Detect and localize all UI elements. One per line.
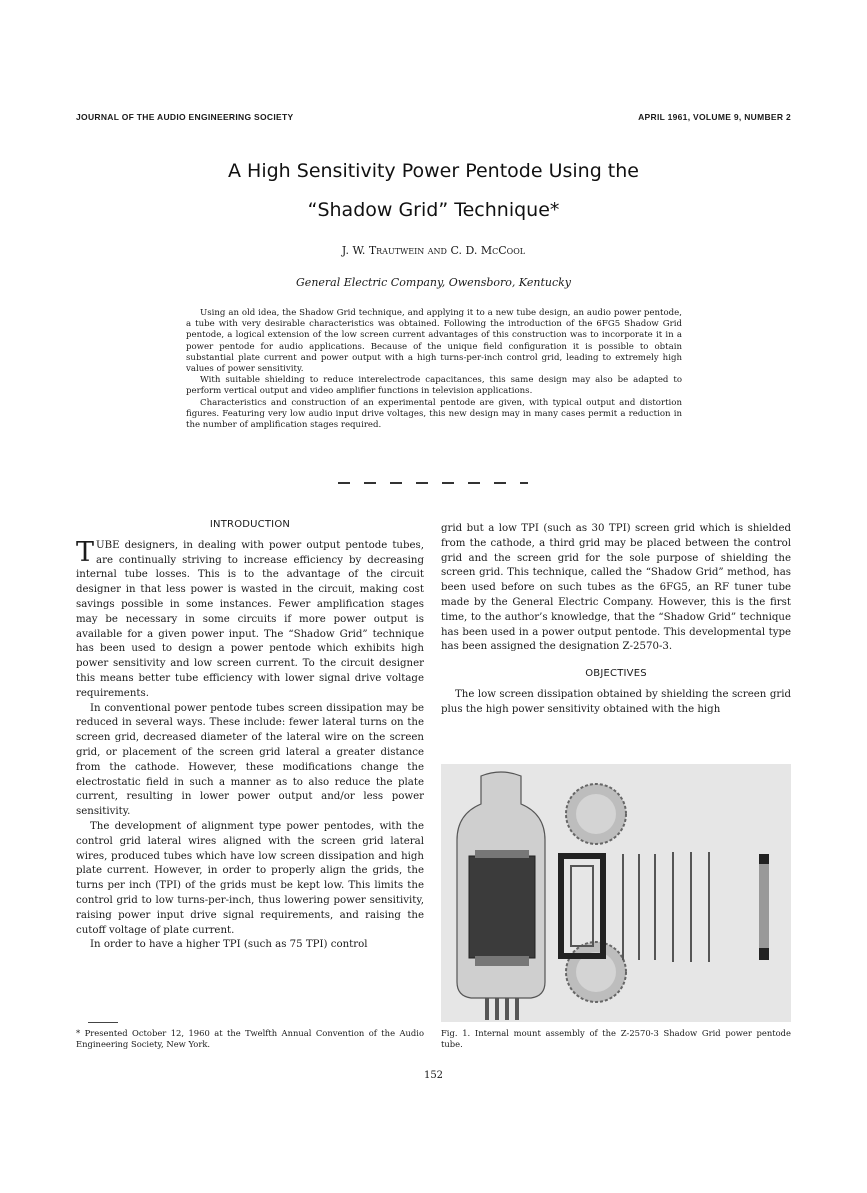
grid-rods <box>623 852 709 962</box>
page-title-line-1: A High Sensitivity Power Pentode Using the <box>228 160 639 182</box>
figure-caption: Fig. 1. Internal mount assembly of the Z-2570-3 Shadow Grid power pentode tube. <box>441 1028 791 1049</box>
footnote-rule <box>88 1022 118 1023</box>
introduction-heading: INTRODUCTION <box>209 519 291 530</box>
tube-assembly-photo <box>441 764 791 1022</box>
abstract-paragraph: With suitable shielding to reduce interelectrode capacitances, this same design may also be adapted to perform vertical output and video amplifier functions in television applications. <box>186 375 682 397</box>
body-paragraph: The low screen dissipation obtained by shielding the screen grid plus the high power sensitivity obtained with the high <box>441 688 791 715</box>
drop-cap: T <box>76 536 95 568</box>
abstract-paragraph: Characteristics and construction of an experimental pentode are given, with typical output and distortion figures. Featuring very low audio input drive voltages, this new design may in many cases permit a reduction in the number of amplification stages required. <box>186 397 682 431</box>
issue-header: APRIL 1961, VOLUME 9, NUMBER 2 <box>638 112 791 122</box>
abstract <box>186 308 682 431</box>
mica-disc-bottom <box>566 942 626 1002</box>
objectives-heading: OBJECTIVES <box>585 668 647 680</box>
affiliation: General Electric Company, Owensboro, Kentucky <box>296 276 571 289</box>
abstract-paragraph: Using an old idea, the Shadow Grid technique, and applying it to a new tube design, an audio power pentode, a tube with very desirable characteristics was obtained. Following the introduction of the 6FG5 Shadow Grid pentode, a logical extension of the low screen current advantages of this construction was to incorporate it in a power pentode for audio applications. Because of the unique field configuration it is possible to obtain substantial plate current and power output with a high turns-per-inch control grid, leading to extremely high values of power sensitivity. <box>186 308 682 375</box>
body-paragraph: TUBE designers, in dealing with power output pentode tubes, are continually striving to increase efficiency by decreasing internal tube losses. This is to the advantage of the circuit designer in that less power is wasted in the circuit, making cost savings possible in some instances. Fewer amplification stages may be necessary in some circuits if more power output is available for a given power input. The “Shadow Grid” technique has been used to design a power pentode which exhibits high power sensitivity and low screen current. To the circuit designer this means better tube efficiency with lower signal drive voltage requirements. <box>76 536 424 699</box>
cathode <box>759 854 769 960</box>
footnote: * Presented October 12, 1960 at the Twelfth Annual Convention of the Audio Engineering Society, New York. <box>76 1028 424 1049</box>
journal-header: JOURNAL OF THE AUDIO ENGINEERING SOCIETY <box>76 112 294 122</box>
mica-disc-top <box>566 784 626 844</box>
body-paragraph: grid but a low TPI (such as 30 TPI) screen grid which is shielded from the cathode, a third grid may be placed between the control grid and the screen grid for the sole purpose of shielding the screen grid. This technique, called the “Shadow Grid” method, has been used before on such tubes as the 6FG5, an RF tuner tube made by the General Electric Company. However, this is the first time, to the author’s knowledge, that the “Shadow Grid” technique has been used in a power output pentode. This developmental type has been assigned the designation Z-2570-3. <box>441 523 791 653</box>
page-number: 152 <box>423 1070 444 1081</box>
authors: J. W. Trautwein and C. D. McCool <box>341 244 526 257</box>
section-divider <box>338 482 528 484</box>
plate-frame <box>561 856 603 956</box>
glass-tube-drawing <box>457 772 545 1020</box>
body-paragraph: In conventional power pentode tubes screen dissipation may be reduced in several ways. These include: fewer lateral turns on the screen grid, decreased diameter of the lateral wire on the screen grid, or placement of the screen grid lateral a greater distance from the cathode. However, these modifications change the electrostatic field in such a manner as to also reduce the plate current, resulting in lower power output and/or less power sensitivity. <box>76 702 424 818</box>
left-column <box>76 518 424 953</box>
body-paragraph: The development of alignment type power pentodes, with the control grid lateral wires aligned with the screen grid lateral wires, produced tubes which have low screen dissipation and high plate current. However, in order to properly align the grids, the turns per inch (TPI) of the grids must be kept low. This limits the control grid to low turns-per-inch, thus lowering power sensitivity, raising power input drive signal requirements, and raising the cutoff voltage of plate current. <box>76 820 424 936</box>
figure-photo <box>441 764 791 1022</box>
page-title-line-2: “Shadow Grid” Technique* <box>307 199 560 221</box>
body-paragraph: In order to have a higher TPI (such as 75 TPI) control <box>90 939 368 951</box>
right-column <box>441 522 791 718</box>
